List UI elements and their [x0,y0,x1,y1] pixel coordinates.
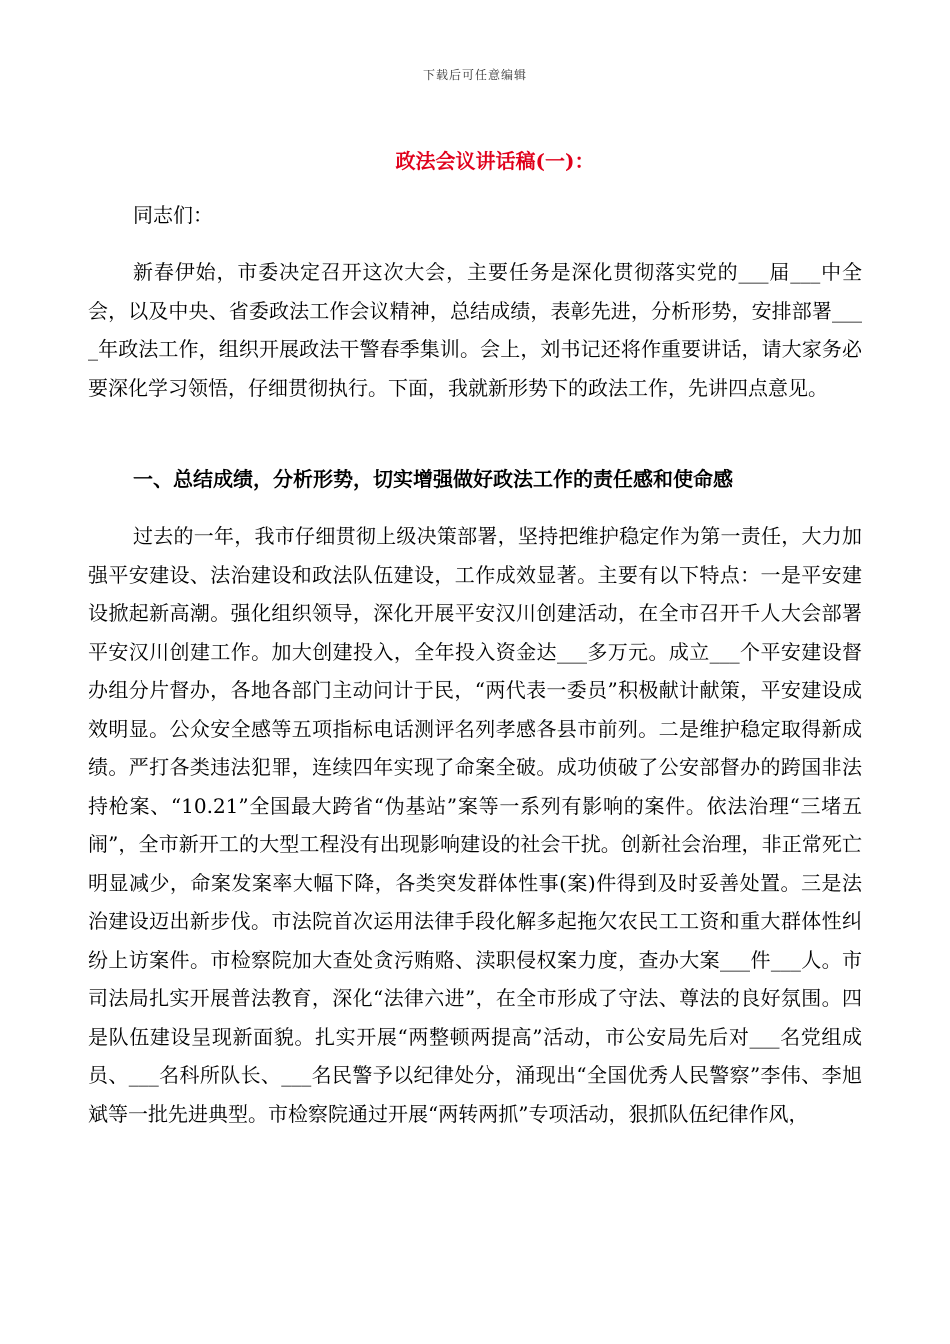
section-paragraph: 过去的一年，我市仔细贯彻上级决策部署，坚持把维护稳定作为第一责任，大力加强平安建设、法治建设和政法队伍建设，工作成效显著。主要有以下特点：一是平安建设掀起新高潮。强化组织领导，深化开展平安汉川创建活动，在全市召开千人大会部署平安汉川创建工作。加大创建投入，全年投入资金达___多万元。成立___个平安建设督办组分片督办，各地各部门主动问计于民，“两代表一委员”积极献计献策，平安建设成效明显。公众安全感等五项指标电话测评名列孝感各县市前列。二是维护稳定取得新成绩。严打各类违法犯罪，连续四年实现了命案全破。成功侦破了公安部督办的跨国非法持枪案、“10.21”全国最大跨省“伪基站”案等一系列有影响的案件。依法治理“三堵五闹”，全市新开工的大型工程没有出现影响建设的社会干扰。创新社会治理，非正常死亡明显减少，命案发案率大幅下降，各类突发群体性事(案)件得到及时妥善处置。三是法治建设迈出新步伐。市法院首次运用法律手段化解多起拖欠农民工工资和重大群体性纠纷上访案件。市检察院加大查处贪污贿赂、渎职侵权案力度，查办大案___件___人。市司法局扎实开展普法教育，深化“法律六进”，在全市形成了守法、尊法的良好氛围。四是队伍建设呈现新面貌。扎实开展“两整顿两提高”活动，市公安局先后对___名党组成员、___名科所队长、___名民警予以纪律处分，涌现出“全国优秀人民警察”李伟、李旭斌等一批先进典型。市检察院通过开展“两转两抓”专项活动，狠抓队伍纪律作风， [88,524,862,1126]
section-heading: 一、总结成绩，分析形势，切实增强做好政法工作的责任感和使命感 [133,467,733,491]
document-title: 政法会议讲话稿(一)： [395,149,595,173]
intro-paragraph: 新春伊始，市委决定召开这次大会，主要任务是深化贯彻落实党的___届___中全会，以及中央、省委政法工作会议精神，总结成绩，表彰先进，分析形势，安排部署____年政法工作，组织开展政法干警春季集训。会上，刘书记还将作重要讲话，请大家务必要深化学习领悟，仔细贯彻执行。下面，我就新形势下的政法工作，先讲四点意见。 [88,260,862,400]
header-note: 下载后可任意编辑 [422,68,527,82]
salutation: 同志们： [133,203,213,227]
